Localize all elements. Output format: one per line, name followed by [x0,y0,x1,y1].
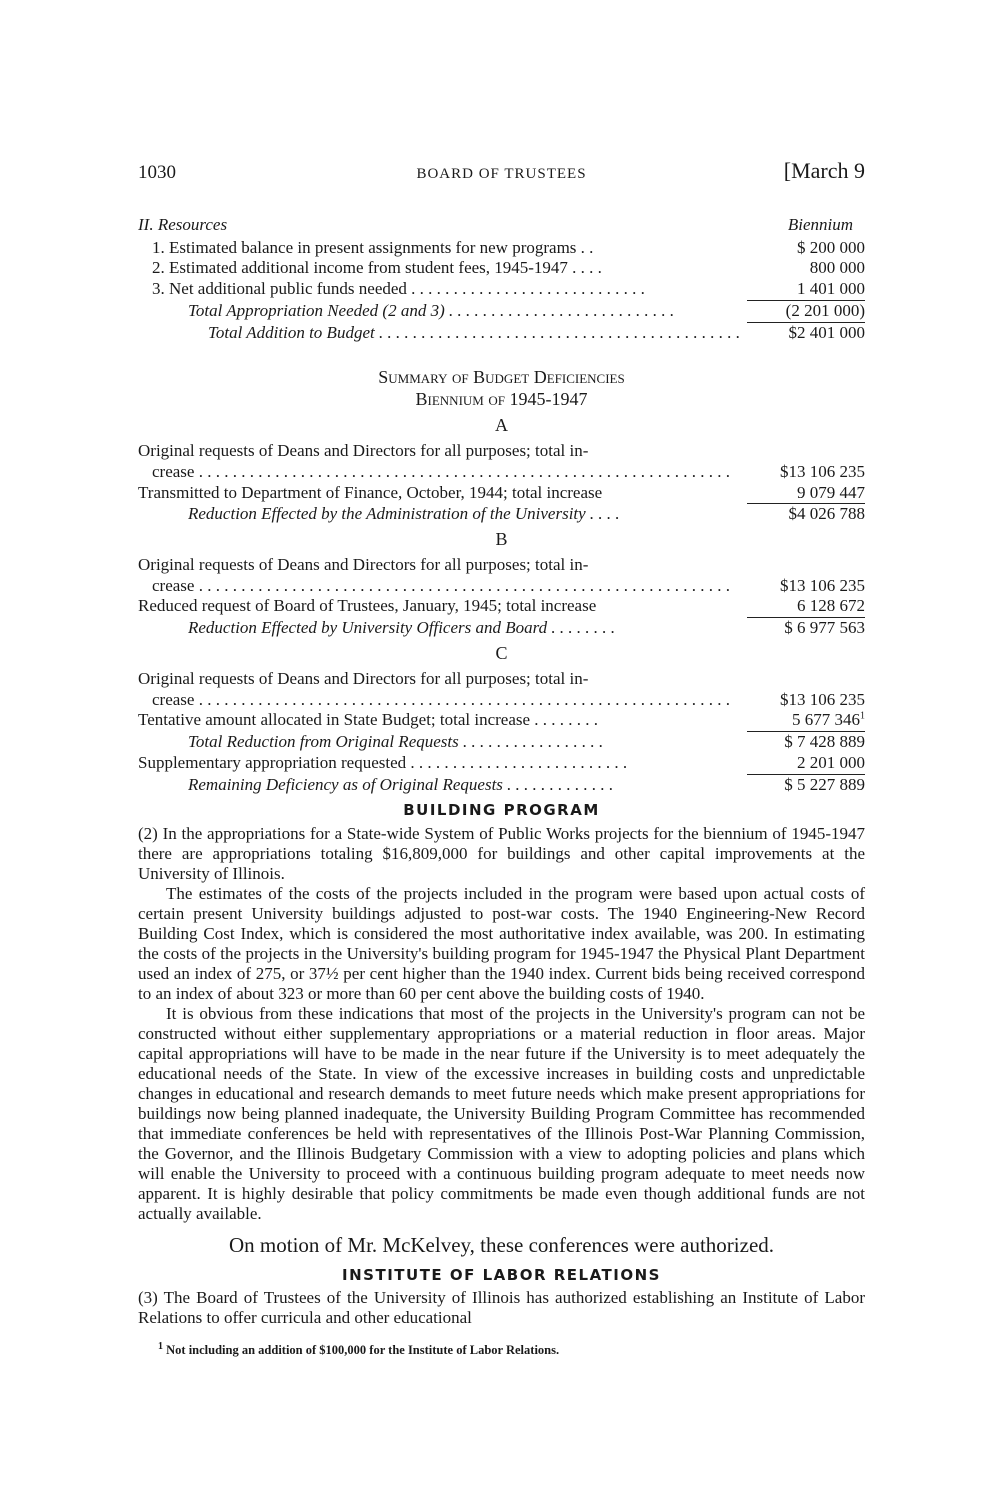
second-row [138,483,865,505]
resource-value: $2 401 000 [788,322,865,342]
extra-label: Supplementary appropriation requested . . . . . . . . . . . . . . . . . . . . . . . . . . [138,752,628,772]
motion-statement: On motion of Mr. McKelvey, these conferences were authorized. [228,1232,775,1257]
request-row [138,690,865,711]
section-letter: C [495,642,508,663]
building-program-heading: BUILDING PROGRAM [403,801,600,820]
second-row [138,596,865,618]
footnote-ref: 1 [860,710,865,722]
resource-label: Total Appropriation Needed (2 and 3) . . . . . . . . . . . . . . . . . . . . . . . . . . . [188,300,675,320]
resource-row [138,323,865,344]
resource-label: 1. Estimated balance in present assignments for new programs . . [152,237,594,257]
request-label: crease . . . . . . . . . . . . . . . . . . . . . . . . . . . . . . . . . . . . . . . . . . . . . . . . . . . . . . . . . . . . . . . [152,575,730,595]
request-label: crease . . . . . . . . . . . . . . . . . . . . . . . . . . . . . . . . . . . . . . . . . . . . . . . . . . . . . . . . . . . . . . . [152,461,730,481]
second-value-wrap [747,710,865,732]
second-value: 9 079 447 [747,483,865,505]
building-paragraph: The estimates of the costs of the projects included in the program were based upon actual costs of certain present University buildings adjusted to post-war costs. The 1940 Engineering-New Record Building Cost Index, which is considered the most authoritative index available, was 200. In estimating the costs of the projects in the University's building program for 1945-1947 the Physical Plant Department used an index of 275, or 37½ per cent higher than the 1940 index. Current bids being received correspond to an index of about 323 or more than 60 per cent above the building costs of 1940. [138,883,865,1003]
result-label: Reduction Effected by University Officers and Board . . . . . . . . [188,618,616,638]
final-value: $ 5 227 889 [784,774,865,794]
result-value: $ 7 428 889 [784,732,865,752]
building-paragraph: (2) In the appropriations for a State-wide System of Public Works projects for the biennium of 1945-1947 there are appropriations totaling $16,809,000 for buildings and other capital improvements at the University of Illinois. [138,823,865,883]
second-value: 6 128 672 [747,596,865,618]
request-row [138,462,865,483]
resource-label: 2. Estimated additional income from student fees, 1945-1947 . . . . [152,258,602,278]
page-header-date: [March 9 [783,158,865,183]
request-value: $13 106 235 [780,689,865,709]
request-line: Original requests of Deans and Directors for all purposes; total in- [138,441,589,461]
page-number: 1030 [138,162,176,183]
second-label: Tentative amount allocated in State Budget; total increase . . . . . . . . [138,710,599,730]
summary-title: Summary of Budget Deficiencies [378,367,625,388]
result-label: Total Reduction from Original Requests . . . . . . . . . . . . . . . . . [188,732,604,752]
resource-row [138,238,865,259]
section-letter: B [495,529,508,550]
page-header-title: BOARD OF TRUSTEES [416,166,587,182]
request-row [138,576,865,597]
resource-row [138,301,865,323]
footnote-mark: 1 [158,1340,163,1352]
footnote [138,1340,865,1358]
resource-row [138,279,865,301]
request-line: Original requests of Deans and Directors for all purposes; total in- [138,554,589,574]
result-row [138,504,865,525]
result-label: Reduction Effected by the Administration of the University . . . . [188,504,620,524]
summary-section-c [138,643,865,795]
result-row [138,732,865,753]
summary-section-a [138,415,865,525]
resource-value: (2 201 000) [747,301,865,323]
footnote-text: Not including an addition of $100,000 for the Institute of Labor Relations. [166,1342,560,1357]
final-row [138,775,865,796]
second-label: Transmitted to Department of Finance, October, 1944; total increase [138,482,603,502]
resource-row [138,258,865,279]
running-head [138,158,865,185]
section-letter: A [495,415,508,436]
labor-relations-heading: INSTITUTE OF LABOR RELATIONS [342,1266,661,1285]
summary-subtitle: Biennium of 1945-1947 [415,389,588,410]
resources-heading-row [138,215,865,236]
resources-column-head: Biennium [787,214,853,234]
request-label: crease . . . . . . . . . . . . . . . . . . . . . . . . . . . . . . . . . . . . . . . . . . . . . . . . . . . . . . . . . . . . . . . [152,689,730,709]
building-paragraph: It is obvious from these indications that most of the projects in the University's program can not be constructed without either supplementary appropriations or a material reduction in floor areas. Major capital appropriations will have to be made in the near future if the University is to meet adequately the educational needs of the State. In view of the excessive increases in building costs and unpredictable changes in educational and research demands to meet future needs which make present appropriations for buildings now being planned inadequate, the University Building Program Committee has recommended that immediate conferences be held with representatives of the Illinois Post-War Planning Commission, the Governor, and the Illinois Budgetary Commission with a view to adopting policies and plans which will enable the University to proceed with a continuous building program adequate to meet needs now apparent. It is highly desirable that policy commitments be made even though additional funds are not actually available. [138,1004,865,1224]
second-value: 5 677 346 [792,710,860,730]
resource-value: 1 401 000 [747,279,865,301]
resource-label: Total Addition to Budget . . . . . . . . . . . . . . . . . . . . . . . . . . . . . . . . . . . . . . . . . . . [208,322,741,342]
result-row [138,618,865,639]
request-value: $13 106 235 [780,575,865,595]
final-label: Remaining Deficiency as of Original Requests . . . . . . . . . . . . . [188,774,614,794]
extra-row [138,753,865,775]
request-value: $13 106 235 [780,461,865,481]
resources-section [138,215,865,343]
summary-section-b [138,529,865,639]
resource-value: 800 000 [809,258,865,278]
second-label: Reduced request of Board of Trustees, January, 1945; total increase [138,596,597,616]
document-page [138,158,865,1358]
extra-value: 2 201 000 [747,753,865,775]
result-value: $4 026 788 [788,504,865,524]
labor-paragraph: (3) The Board of Trustees of the University of Illinois has authorized establishing an Institute of Labor Relations to offer curricula and other educational [138,1288,865,1328]
resource-label: 3. Net additional public funds needed . . . . . . . . . . . . . . . . . . . . . . . . . . . . [152,279,645,299]
result-value: $ 6 977 563 [784,618,865,638]
second-row [138,710,865,732]
resources-heading: II. Resources [138,214,228,234]
request-line: Original requests of Deans and Directors for all purposes; total in- [138,668,589,688]
resource-value: $ 200 000 [797,237,865,257]
